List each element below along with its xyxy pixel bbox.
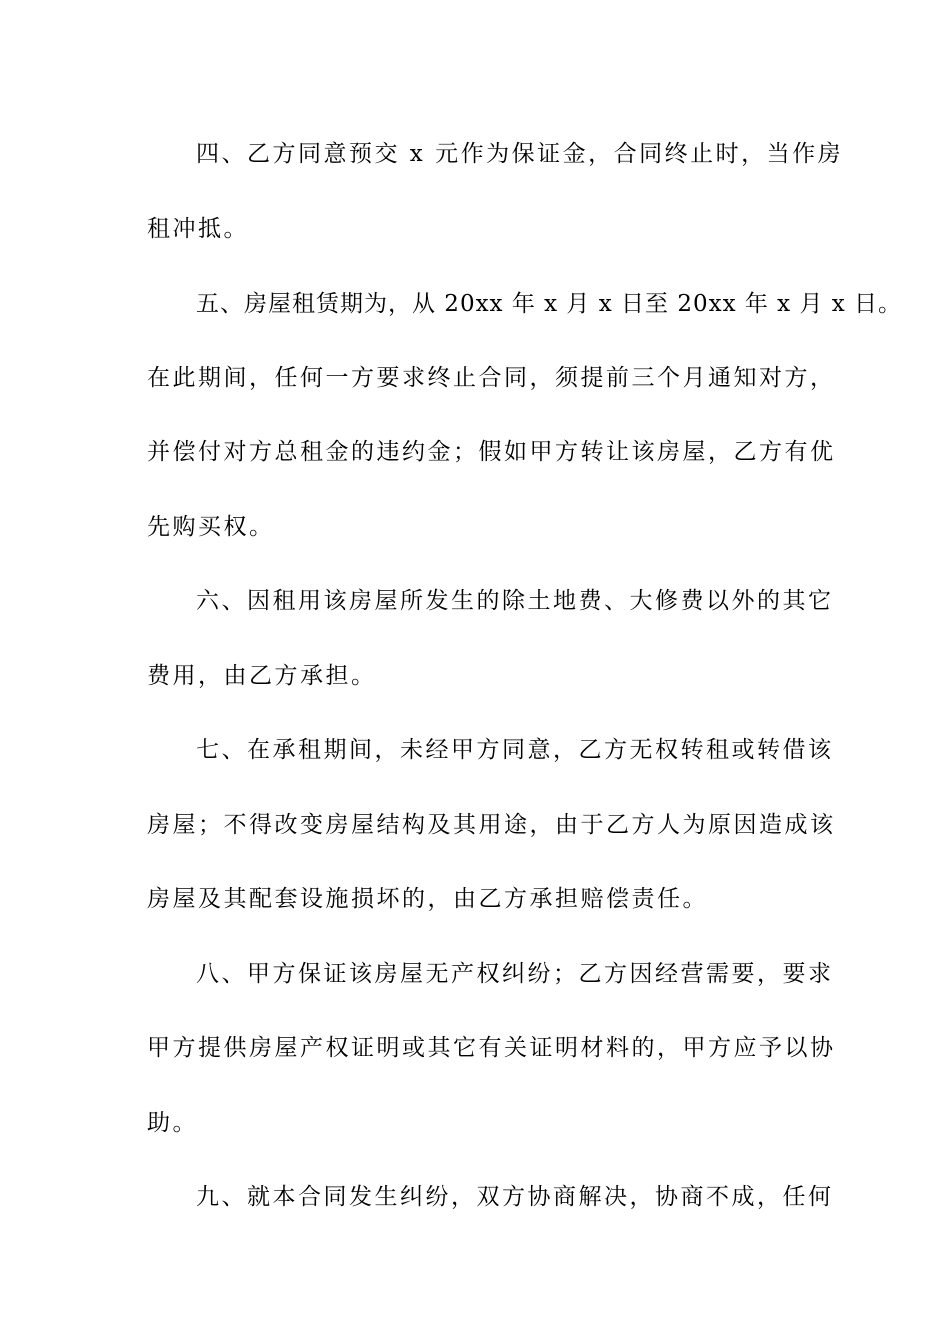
clause-8-line-3: 助。: [147, 1110, 198, 1136]
clause-5-line-2: 在此期间，任何一方要求终止合同，须提前三个月通知对方，: [147, 365, 836, 391]
clause-7-line-3: 房屋及其配套设施损坏的，由乙方承担赔偿责任。: [147, 886, 708, 912]
clause-4-line-1: 四、乙方同意预交 x 元作为保证金，合同终止时，当作房: [196, 141, 844, 167]
clause-9-line-1: 九、就本合同发生纠纷，双方协商解决，协商不成，任何: [196, 1184, 834, 1210]
clause-8-line-1: 八、甲方保证该房屋无产权纠纷；乙方因经营需要，要求: [196, 961, 834, 987]
clause-7-line-2: 房屋；不得改变房屋结构及其用途，由于乙方人为原因造成该: [147, 812, 836, 838]
clause-4-line-2: 租冲抵。: [147, 216, 249, 242]
clause-8-line-2: 甲方提供房屋产权证明或其它有关证明材料的，甲方应予以协: [147, 1035, 836, 1061]
clause-5-line-4: 先购买权。: [147, 514, 275, 540]
clause-7-line-1: 七、在承租期间，未经甲方同意，乙方无权转租或转借该: [196, 737, 834, 763]
clause-5-line-3: 并偿付对方总租金的违约金；假如甲方转让该房屋，乙方有优: [147, 439, 836, 465]
clause-6-line-1: 六、因租用该房屋所发生的除土地费、大修费以外的其它: [196, 588, 834, 614]
clause-6-line-2: 费用，由乙方承担。: [147, 663, 377, 689]
clause-5-line-1: 五、房屋租赁期为，从 20xx 年 x 月 x 日至 20xx 年 x 月 x 日。: [196, 291, 903, 317]
